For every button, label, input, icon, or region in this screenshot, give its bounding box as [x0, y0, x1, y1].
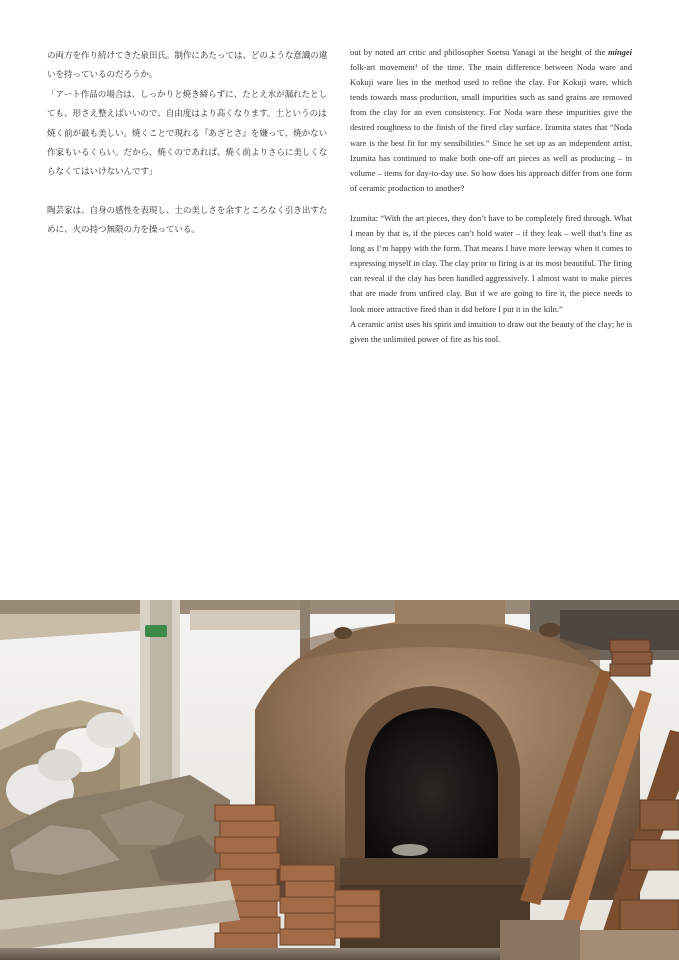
- paragraph-gap: [350, 196, 632, 211]
- paragraph-gap: [47, 183, 330, 202]
- english-paragraph-2: Izumita: “With the art pieces, they don’t have to be completely fired through. What I mean by that is, if the pieces can’t hold water – if they leak – well that’s fine as long as I’m happy with the form. That means I have more leeway when it comes to expressing myself in clay. The clay prior to firing is at its most beautiful. The firing can reveal if the clay has been handled aggressively. I almost want to make pieces that are made from unfired clay. But if we are going to fire it, the piece needs to look more attractive fired than it did before I put it in the kiln.”: [350, 212, 632, 314]
- english-p1-rest: folk-art movement¹ of the time. The main difference between Noda ware and Kokuji ware lies in the method used to refine the clay. For Kokuji ware, which tends towards mass production, small impurities such as sand grains are removed from the clay for an even consistency. For Noda ware these impurities give the desired roughness to the finish of the fired clay surface. Izumita states that “Noda ware is the best fit for my sensibilities.” Since he set up as an independent artist, Izumita has continued to make both one-off art pieces as well as producing – in volume – items for day-to-day use. So how does his approach differ from one form of ceramic production to another?: [350, 62, 632, 193]
- japanese-text-column: [47, 47, 330, 241]
- english-p1-start: out by noted art critic and philosopher Soetsu Yanagi at the height of the: [350, 47, 609, 57]
- kiln-photo: [0, 600, 679, 960]
- japanese-paragraph-3: 陶芸家は、自身の感性を表現し、土の美しさを余すところなく引き出すために、火の持つ無限の力を操っている。: [47, 205, 328, 236]
- kiln-photo-illustration: [0, 600, 679, 960]
- english-text-column: [350, 45, 632, 347]
- english-paragraph-1: [350, 45, 632, 196]
- mingei-term: mingei: [608, 47, 632, 57]
- japanese-paragraph-1: の両方を作り続けてきた泉田氏。制作にあたっては、どのような意識の違いを持っているのだろうか。: [47, 51, 328, 81]
- japanese-paragraph-2: 「アート作品の場合は、しっかりと焼き締らずに、たとえ水が漏れたとしても、形さえ整えばいいので、自由度はより高くなります。土というのは焼く前が最も美しい。焼くことで現れる『あざとさ』を嫌って、焼かない作家もいるくらい。だから、焼くのであれば、焼く前よりさらに美しくならなくてはいけないんです」: [47, 89, 328, 178]
- english-paragraph-3: A ceramic artist uses his spirit and intuition to draw out the beauty of the clay; he is given the unlimited power of fire as his tool.: [350, 318, 632, 344]
